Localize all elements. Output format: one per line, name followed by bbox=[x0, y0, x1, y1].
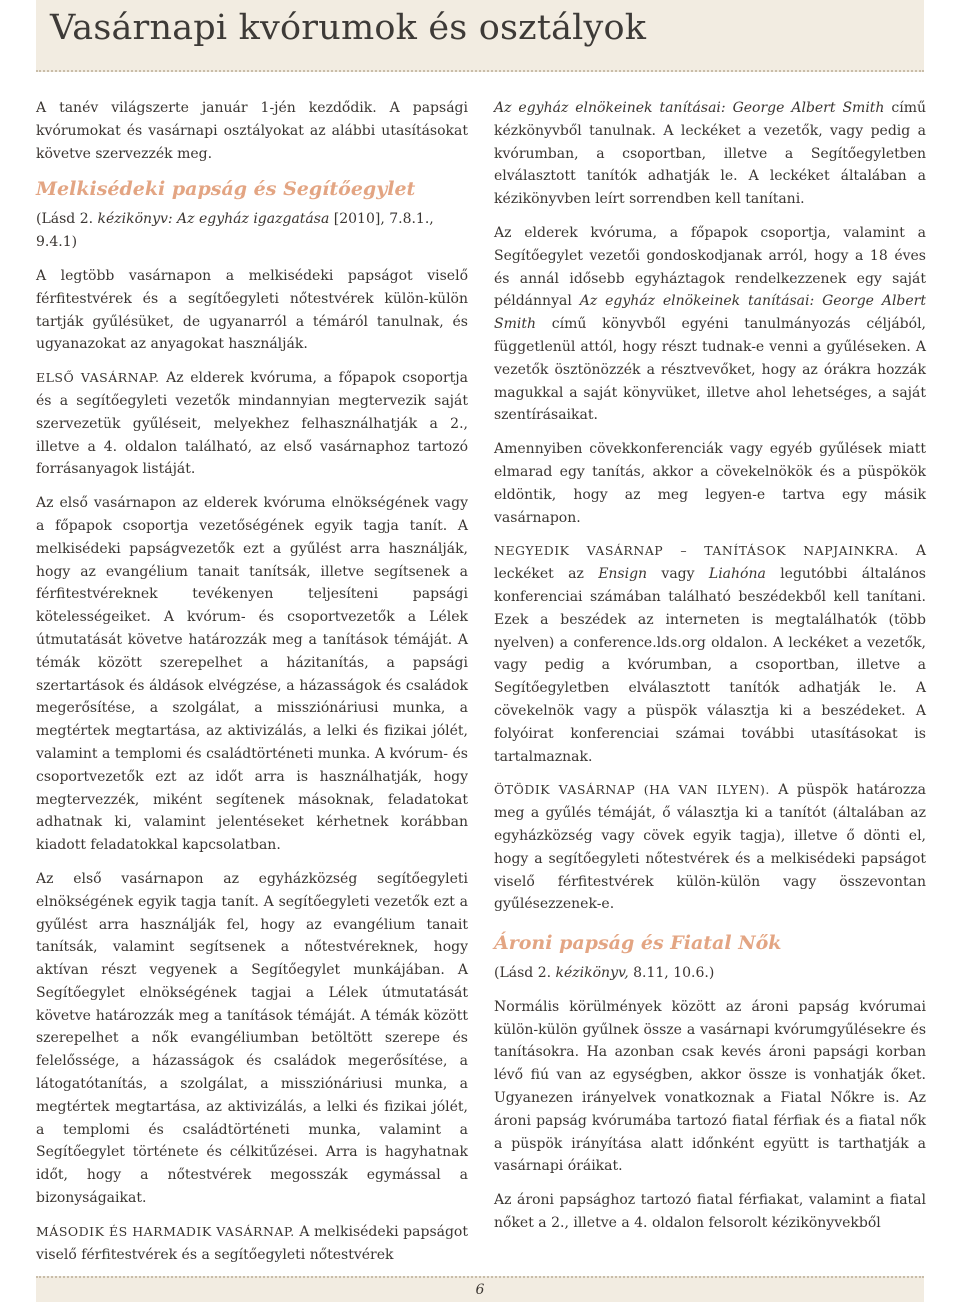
run-in-heading: ELSŐ VASÁRNAP. bbox=[36, 370, 160, 386]
section-title-aaronic: Ároni papság és Fiatal Nők bbox=[494, 932, 782, 955]
section-title-melchizedek: Melkisédeki papság és Segítőegylet bbox=[36, 178, 416, 201]
right-column bbox=[494, 97, 926, 1246]
paragraph: NEGYEDIK VASÁRNAP – TANÍTÁSOK NAPJAINKRA. A leckéket az Ensign vagy Liahóna legutóbbi általános konferenciai számában található beszédekből kell tanítani. Ezek a beszédek az interneten is megtalálhatók (több nyelven) a conference.lds.org oldalon. A leckéket a vezetők, vagy pedig a kvórumban, a csoportban, illetve a Segítőegyletben elválasztott tanítók adhatják le. A cövekelnök vagy a püspök választja ki a beszédeket. A folyóirat konferenciai számai további utasításokat is tartalmaznak. bbox=[494, 543, 926, 765]
paragraph: Az ároni papsághoz tartozó fiatal férfiakat, valamint a fiatal nőket a 2., illetve a 4. oldalon felsorolt kézikönyvekből bbox=[494, 1192, 926, 1232]
section-reference: (Lásd 2. kézikönyv, 8.11, 10.6.) bbox=[494, 965, 715, 982]
paragraph: Amennyiben cövekkonferenciák vagy egyéb gyűlések miatt elmarad egy tanítás, akkor a cövekelnökök és a püspökök eldöntik, hogy az meg legyen-e tartva egy másik vasárnapon. bbox=[494, 441, 926, 526]
run-in-heading: ÖTÖDIK VASÁRNAP (HA VAN ILYEN). bbox=[494, 782, 770, 798]
paragraph: ELSŐ VASÁRNAP. Az elderek kvóruma, a főpapok csoportja és a segítőegyleti vezetők mindannyian megtervezik saját szervezetük gyűléseit, melyekhez felhasználhatják a 2., illetve a 4. oldalon található, az első vasárnaphoz tartozó forrásanyagok listáját. bbox=[36, 370, 468, 478]
page-title: Vasárnapi kvórumok és osztályok bbox=[50, 8, 647, 48]
intro-paragraph: A tanév világszerte január 1-jén kezdődik. A papsági kvórumokat és vasárnapi osztályokat az alábbi utasításokat követve szervezzék meg. bbox=[36, 100, 468, 162]
paragraph: MÁSODIK ÉS HARMADIK VASÁRNAP. A melkisédeki papságot viselő férfitestvérek és a segítőegyleti nőtestvérek bbox=[36, 1223, 468, 1263]
paragraph: Az első vasárnapon az egyházközség segítőegyleti elnökségének egyik tagja tanít. A segítőegyleti vezetők ezt a gyűlést arra használják fel, hogy az evangélium tanait tanítsák, valamint segítsenek a nőtestvéreknek, hogy aktívan részt vegyenek a Segítőegylet munkájában. A Segítőegylet elnökségének tagjai a Lélek útmutatását követve határozzák meg a tanítások témáját. A témák között szerepelhet a nők evangéliumban betöltött szerepe és felelőssége, a házasságok és családok megerősítése, a látogatótanítás, a szolgálat, a missziónáriusi munka, a megtértek megtartása, az aktivizálás, a lelki és fizikai jólét, a templomi és családtörténeti munka, valamint a Segítőegylet története és célkitűzései. Arra is hagyhatnak időt, hogy a nőtestvérek megosszák egymással a bizonyságaikat. bbox=[36, 870, 468, 1207]
paragraph: Normális körülmények között az ároni papság kvórumai külön-külön gyűlnek össze a vasárnapi kvórumgyűlésekre és tanításokra. Ha azonban csak kevés ároni papsági korban lévő fiú van az egységben, akkor össze is vonhatják őket. Ugyanezen irányelvek vonatkoznak a Fiatal Nőkre is. Az ároni papság kvórumába tartozó fiatal férfiak és a fiatal nők a püspök irányítása alatt időnként együtt is tarthatják a vasárnapi óráikat. bbox=[494, 998, 926, 1175]
run-in-heading: MÁSODIK ÉS HARMADIK VASÁRNAP. bbox=[36, 1223, 295, 1239]
page-footer bbox=[36, 1276, 924, 1302]
page-number: 6 bbox=[475, 1282, 485, 1298]
page-header bbox=[36, 0, 924, 72]
left-column bbox=[36, 97, 468, 1277]
paragraph: A legtöbb vasárnapon a melkisédeki papságot viselő férfitestvérek és a segítőegyleti nőtestvérek külön-külön tartják gyűlésüket, de ugyanarról a témáról tanulnak, és ugyanazokat az anyagokat használják. bbox=[36, 267, 468, 353]
section-reference: (Lásd 2. kézikönyv: Az egyház igazgatása [2010], 7.8.1., 9.4.1) bbox=[36, 211, 434, 251]
paragraph: Az elderek kvóruma, a főpapok csoportja, valamint a Segítőegylet vezetői gondoskodjanak arról, hogy a 18 éves és annál idősebb egyháztagok rendelkezzenek egy saját példánnyal Az egyház elnökeinek tanításai: George Albert Smith című könyvből egyéni tanulmányozás céljából, függetlenül attól, hogy részt tudnak-e venni a gyűléseken. A vezetők ösztönözzék a résztvevőket, hogy az órákra hozzák magukkal a saját könyvüket, illetve ahol lehetséges, a saját szentírásaikat. bbox=[494, 224, 926, 424]
paragraph: Az egyház elnökeinek tanításai: George Albert Smith című kézkönyvből tanulnak. A leckéket a vezetők, vagy pedig a kvórumban, a csoportban, illetve a Segítőegyletben elválasztott tanítók adhatják le. A leckéket általában a kézikönyvben leírt sorrendben kell tanítani. bbox=[494, 100, 926, 208]
paragraph: Az első vasárnapon az elderek kvóruma elnökségének vagy a főpapok csoportja vezetőségének egyik tagja tanít. A melkisédeki papságvezetők ezt a gyűlést arra használják, hogy az evangélium tanait tanítsák, illetve segítsenek a férfitestvéreknek tevékenyen teljesíteni papsági kötelességeiket. A kvórum- és csoportvezetők a Lélek útmutatását követve határozzák meg a tanítások témáját. A témák között szerepelhet a házitanítás, a papsági szertartások és áldások elvégzése, a házasságok és családok megerősítése, a szolgálat, a missziónáriusi munka, a megtértek megtartása, az aktivizálás, a lelki és fizikai jólét, valamint a templomi és családtörténeti munka. A kvórum- és csoportvezetők ezt az időt arra is használhatják, hogy megtervezzék, miként segítenek másoknak, feladatokat adhatnak ki, valamint jelentéseket kérhetnek korábban kiadott feladatokkal kapcsolatban. bbox=[36, 495, 468, 854]
run-in-heading: NEGYEDIK VASÁRNAP – TANÍTÁSOK NAPJAINKRA. bbox=[494, 543, 899, 559]
paragraph: ÖTÖDIK VASÁRNAP (HA VAN ILYEN). A püspök határozza meg a gyűlés témáját, ő választja ki a tanítót (általában az egyházközség vagy cövek egyik tagja), illetve ő dönti el, hogy a segítőegyleti nőtestvérek és a melkisédeki papságot viselő férfitestvérek külön-külön vagy összevontan gyűlésezzenek-e. bbox=[494, 782, 926, 913]
